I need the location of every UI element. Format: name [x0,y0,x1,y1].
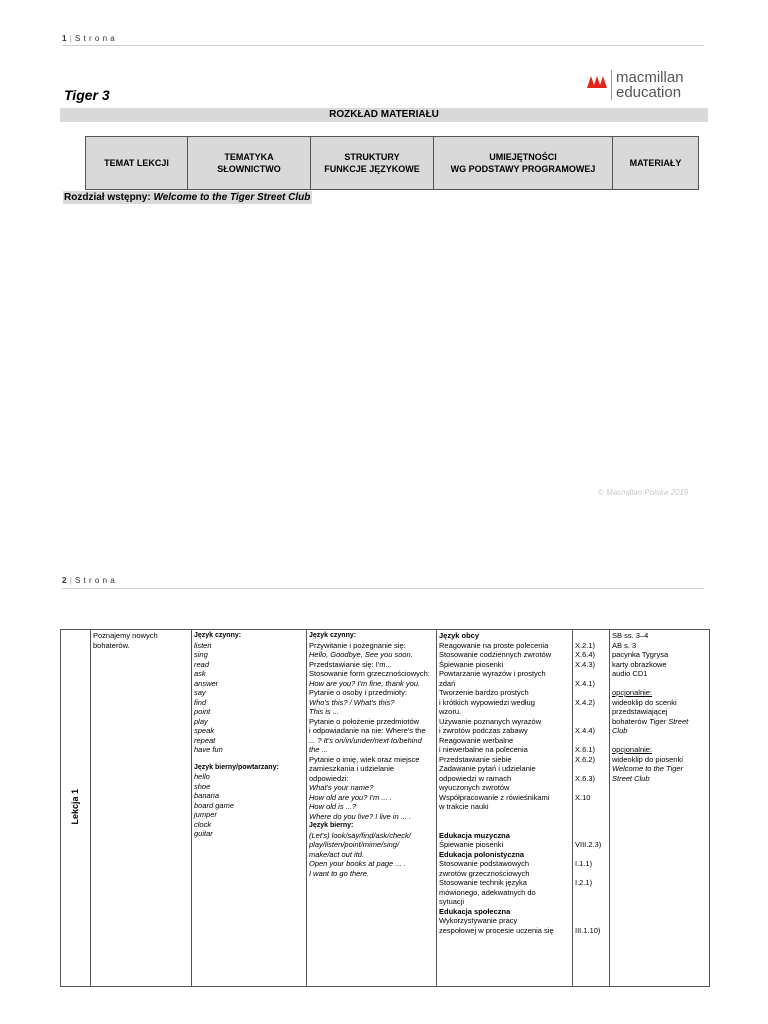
vocab-word: sing [194,650,208,659]
curriculum-code [575,631,607,641]
skill-line: Powtarzanie wyrazów i prostych [439,669,546,678]
skill-line [439,812,570,822]
structure-line: i odpowiadanie na nie: Where's the [309,726,426,735]
skill-line [439,821,570,831]
curriculum-code [575,707,607,717]
vocab-word: have fun [194,745,223,754]
skill-line: zwrotów grzecznościowych [439,868,530,878]
skill-line: Zadawanie pytań i udzielanie [439,764,536,773]
skill-line: Śpiewanie piosenki [439,659,504,669]
structure-line: Przywitanie i pożegnanie się: [309,640,406,650]
skill-line: w trakcie nauki [439,802,489,811]
materials-cell [610,630,710,987]
header-lesson-topic: TEMAT LEKCJI [86,137,188,190]
curriculum-code: III.1.10) [575,925,601,935]
skill-line: Tworzenie bardzo prostych [439,688,529,697]
structure-line: Pytanie o położenie przedmiotów [309,716,420,726]
column-headers [85,136,699,190]
structure-line: Hello, Goodbye, See you soon. [309,650,413,659]
curriculum-code: X.4.4) [575,726,596,735]
header-structures: STRUKTURY FUNKCJE JĘZYKOWE [311,137,434,190]
skill-line: sytuacji [439,897,465,906]
lesson-topic: Poznajemy nowych bohaterów. [93,631,158,650]
structure-line: the ... [309,745,328,754]
vocabulary-cell [192,630,307,987]
vocab-word: read [194,659,210,669]
structures-cell [307,630,437,987]
skill-line: Wykorzystywanie pracy [439,916,518,925]
material-line: audio CD1 [612,669,648,678]
lesson-table [60,629,710,987]
vocab-word: repeat [194,735,216,745]
structure-line: What's your name? [309,783,374,792]
structure-line: Open your books at page ... . [309,859,406,868]
structure-line: I want to go there. [309,868,370,878]
curriculum-code: X.10 [575,792,591,802]
curriculum-code [575,802,607,812]
curriculum-code [575,688,607,698]
skill-line: wzoru. [439,707,462,716]
material-line: karty obrazkowe [612,659,667,669]
vocab-active-header: Język czynny: [194,632,242,639]
vocab-word: find [194,697,207,707]
skill-line: Stosowanie podstawowych [439,859,530,868]
material-line: przedstawiającej [612,707,668,716]
skill-line: mówionego, adekwatnych do [439,887,536,897]
vocab-word: guitar [194,829,213,838]
material-line: pacynka Tygrysa [612,650,669,659]
curriculum-code [575,869,607,879]
structure-line: This is ... [309,707,340,716]
material-line [612,736,707,746]
structure-line: Pytanie o imię, wiek oraz miejsce [309,754,420,764]
header-rule-2 [62,588,704,589]
skill-line: Współpracowanie z rówieśnikami [439,792,550,802]
chapter-heading: Rozdział wstępny: Welcome to the Tiger Street Club [64,192,311,203]
structure-line: zamieszkania i udzielanie odpowiedzi: [309,764,395,783]
skill-heading: Język obcy [439,631,480,640]
curriculum-code [575,821,607,831]
curriculum-code: I.2.1) [575,878,593,887]
vocab-word: board game [194,800,235,810]
material-line: Welcome to the Tiger [612,764,684,773]
logo-line-1: macmillan [616,69,684,86]
structures-passive-header: Język bierny: [309,822,354,829]
structure-line: How old are you? I'm ... . [309,792,392,802]
structures-active-header: Język czynny: [309,632,357,639]
material-line: Club [612,726,628,735]
skill-line: Stosowanie technik języka [439,878,527,887]
structure-line: Where do you live? I live in ... . [309,811,412,821]
curriculum-code: X.6.1) [575,745,596,754]
structure-line: How are you? I'm fine, thank you. [309,678,421,688]
curriculum-code [575,897,607,907]
curriculum-code: X.6.3) [575,773,596,783]
curriculum-code [575,850,607,860]
material-line: Street Club [612,773,650,783]
curriculum-code: X.4.1) [575,678,596,688]
vocab-word: play [194,716,208,726]
vocab-word: listen [194,640,212,650]
material-line: opcjonalnie: [612,688,653,697]
curriculum-code [575,783,607,793]
page-number-2: 2 | S t r o n a [62,576,116,585]
header-skills: UMIEJĘTNOŚCI WG PODSTAWY PROGRAMOWEJ [434,137,613,190]
material-line: bohaterów Tiger Street [612,716,689,726]
skill-line: Przedstawianie siebie [439,754,512,764]
material-line: SB ss. 3–4 [612,631,649,640]
skill-line: Reagowanie werbalne [439,735,514,745]
skill-line: i krótkich wypowiedzi według [439,697,535,707]
structure-line: (Let's) look/say/find/ask/check/ [309,830,411,840]
lesson-topic-cell [91,630,192,987]
codes-cell [573,630,610,987]
vocab-passive-header: Język bierny/powtarzany: [194,763,279,771]
skill-line: wyuczonych zwrotów [439,783,510,792]
material-line: wideoklip do scenki [612,697,677,707]
vocab-word: point [194,707,211,716]
structure-line: make/act out itd. [309,849,365,859]
curriculum-code: X.2.1) [575,640,596,650]
curriculum-code: X.6.2) [575,754,596,764]
skill-heading: Edukacja polonistyczna [439,849,525,859]
logo-line-2: education [616,84,682,101]
skill-line: i niewerbalne na polecenia [439,745,528,754]
structure-line: Who's this? / What's this? [309,697,395,707]
material-line: wideoklip do piosenki [612,754,683,764]
curriculum-code: X.6.4) [575,650,596,659]
structure-line: Przedstawianie się: I'm... [309,659,392,669]
material-line: opcjonalnie: [612,745,653,754]
curriculum-code [575,831,607,841]
lesson-label: Lekcja 1 [69,788,80,825]
skill-line: zespołowej w procesie uczenia się [439,925,554,935]
curriculum-code [575,669,607,679]
skill-line: Stosowanie codziennych zwrotów [439,650,552,659]
structure-line: play/listen/point/mime/sing/ [309,840,400,849]
copyright-note: © Macmillan Polska 2019 [598,488,689,497]
skill-line: zdań [439,678,456,688]
macmillan-logo [586,70,706,102]
curriculum-code [575,764,607,774]
skill-line: Reagowanie na proste polecenia [439,640,549,650]
curriculum-code [575,736,607,746]
skill-heading: Edukacja muzyczna [439,830,510,840]
skills-cell [437,630,573,987]
vocab-word: hello [194,772,210,781]
header-materials: MATERIAŁY [613,137,699,190]
curriculum-code [575,888,607,898]
vocab-word: ask [194,669,206,678]
curriculum-code: X.4.2) [575,697,596,707]
skill-line: Używanie poznanych wyrazów [439,716,542,726]
vocab-word: banana [194,791,220,800]
skill-line: i zwrotów podczas zabawy [439,726,528,735]
header-vocabulary: TEMATYKA SŁOWNICTWO [188,137,311,190]
structure-line: How old is ...? [309,802,357,811]
curriculum-code [575,812,607,822]
vocab-word: shoe [194,781,211,791]
structure-line: ... ? It's on/in/under/next to/behind [309,735,422,745]
structure-line: Stosowanie form grzecznościowych: [309,669,430,678]
structure-line: Pytanie o osoby i przedmioty: [309,688,407,697]
vocab-word: answer [194,678,219,688]
curriculum-code: I.1.1) [575,859,593,868]
material-line [612,679,707,689]
vocab-word: say [194,688,206,697]
curriculum-code: VIII.2.3) [575,840,602,849]
vocab-word: jumper [194,810,217,819]
lesson-label-cell [61,630,91,987]
skill-heading: Edukacja społeczna [439,906,511,916]
header-rule [62,45,704,46]
schedule-banner: ROZKŁAD MATERIAŁU [60,108,708,122]
page-number-1: 1 | S t r o n a [62,34,116,43]
curriculum-code [575,907,607,917]
doc-title: Tiger 3 [64,87,110,103]
curriculum-code: X.4.3) [575,659,596,669]
vocab-word: clock [194,819,212,829]
curriculum-code [575,916,607,926]
skill-line: Śpiewanie piosenki [439,840,504,849]
skill-line: odpowiedzi w ramach [439,773,512,783]
macmillan-logo-icon [586,74,608,90]
curriculum-code [575,717,607,727]
material-line: AB s. 3 [612,640,637,650]
vocab-word: speak [194,726,215,735]
